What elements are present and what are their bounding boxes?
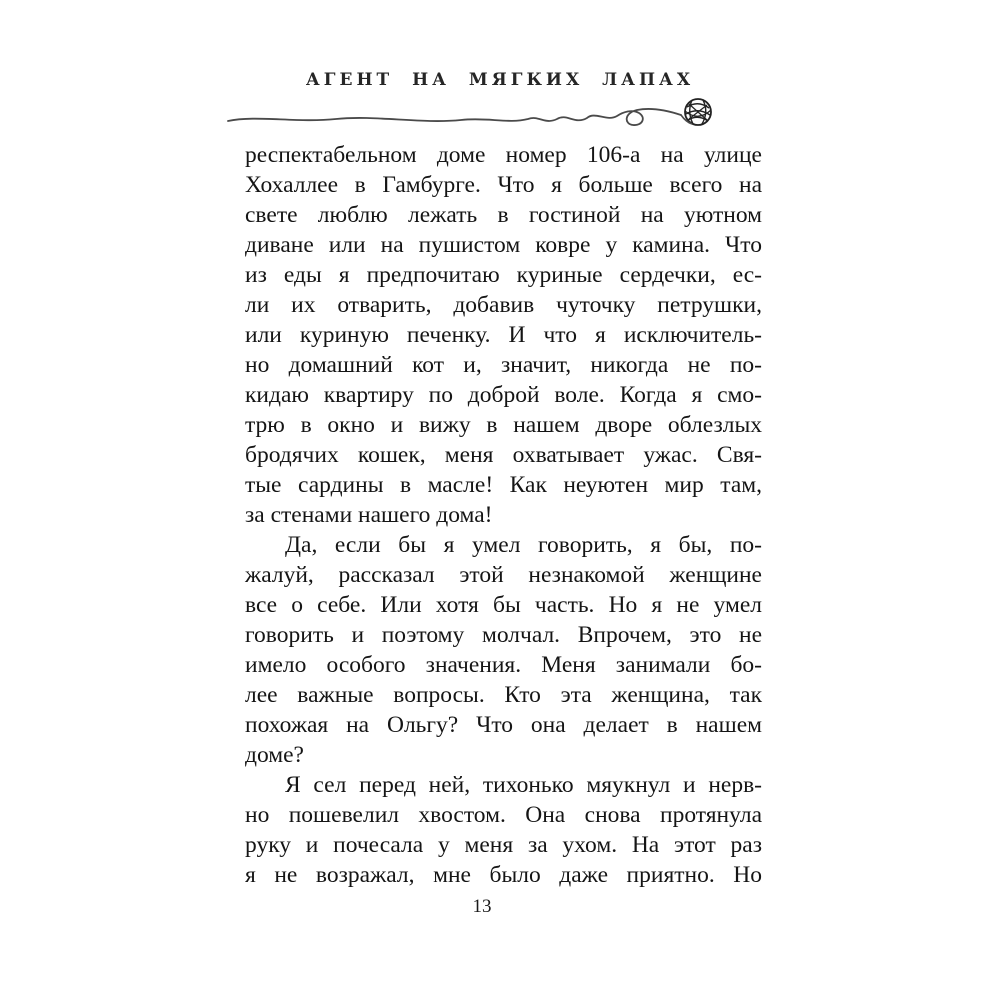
text-line: Да, если бы я умел говорить, я бы, по- — [285, 532, 762, 558]
text-line: ли их отварить, добавив чуточку петрушки, — [245, 292, 762, 318]
text-line: жалуй, рассказал этой незнакомой женщине — [245, 562, 762, 588]
text-line: доме? — [245, 742, 304, 768]
text-line: Хохаллее в Гамбурге. Что я больше всего на — [245, 172, 762, 198]
text-line: имело особого значения. Меня занимали бо- — [245, 652, 762, 678]
squiggle-divider — [226, 94, 724, 138]
yarn-ball-icon — [681, 99, 711, 125]
text-line: из еды я предпочитаю куриные сердечки, ес- — [245, 262, 762, 288]
text-line: говорить и поэтому молчал. Впрочем, это не — [245, 622, 762, 648]
text-line: но домашний кот и, значит, никогда не по- — [245, 352, 762, 378]
text-line: свете люблю лежать в гостиной на уютном — [245, 202, 762, 228]
text-column — [245, 140, 762, 890]
text-line: трю в окно и вижу в нашем дворе облезлых — [245, 412, 762, 438]
text-line: Я сел перед ней, тихонько мяукнул и нерв- — [285, 772, 762, 798]
text-line: лее важные вопросы. Кто эта женщина, так — [245, 682, 762, 708]
text-line: кидаю квартиру по доброй воле. Когда я смо- — [245, 382, 762, 408]
yarn-thread — [228, 109, 681, 125]
text-line: бродячих кошек, меня охватывает ужас. Свя- — [245, 442, 762, 468]
text-line: диване или на пушистом ковре у камина. Что — [245, 232, 762, 258]
text-line: респектабельном доме номер 106-а на улице — [245, 142, 762, 168]
text-line: я не возражал, мне было даже приятно. Но — [245, 862, 762, 888]
text-line: похожая на Ольгу? Что она делает в нашем — [245, 712, 762, 738]
running-head-title: АГЕНТ НА МЯГКИХ ЛАПАХ — [305, 70, 695, 90]
text-line: все о себе. Или хотя бы часть. Но я не умел — [245, 592, 762, 618]
text-line: за стенами нашего дома! — [245, 502, 493, 528]
text-line: или куриную печенку. И что я исключитель- — [245, 322, 762, 348]
text-line: но пошевелил хвостом. Она снова протянула — [245, 802, 762, 828]
text-line: руку и почесала у меня за ухом. На этот раз — [245, 832, 762, 858]
page-number: 13 — [472, 896, 492, 917]
text-line: тые сардины в масле! Как неуютен мир там, — [245, 472, 762, 498]
